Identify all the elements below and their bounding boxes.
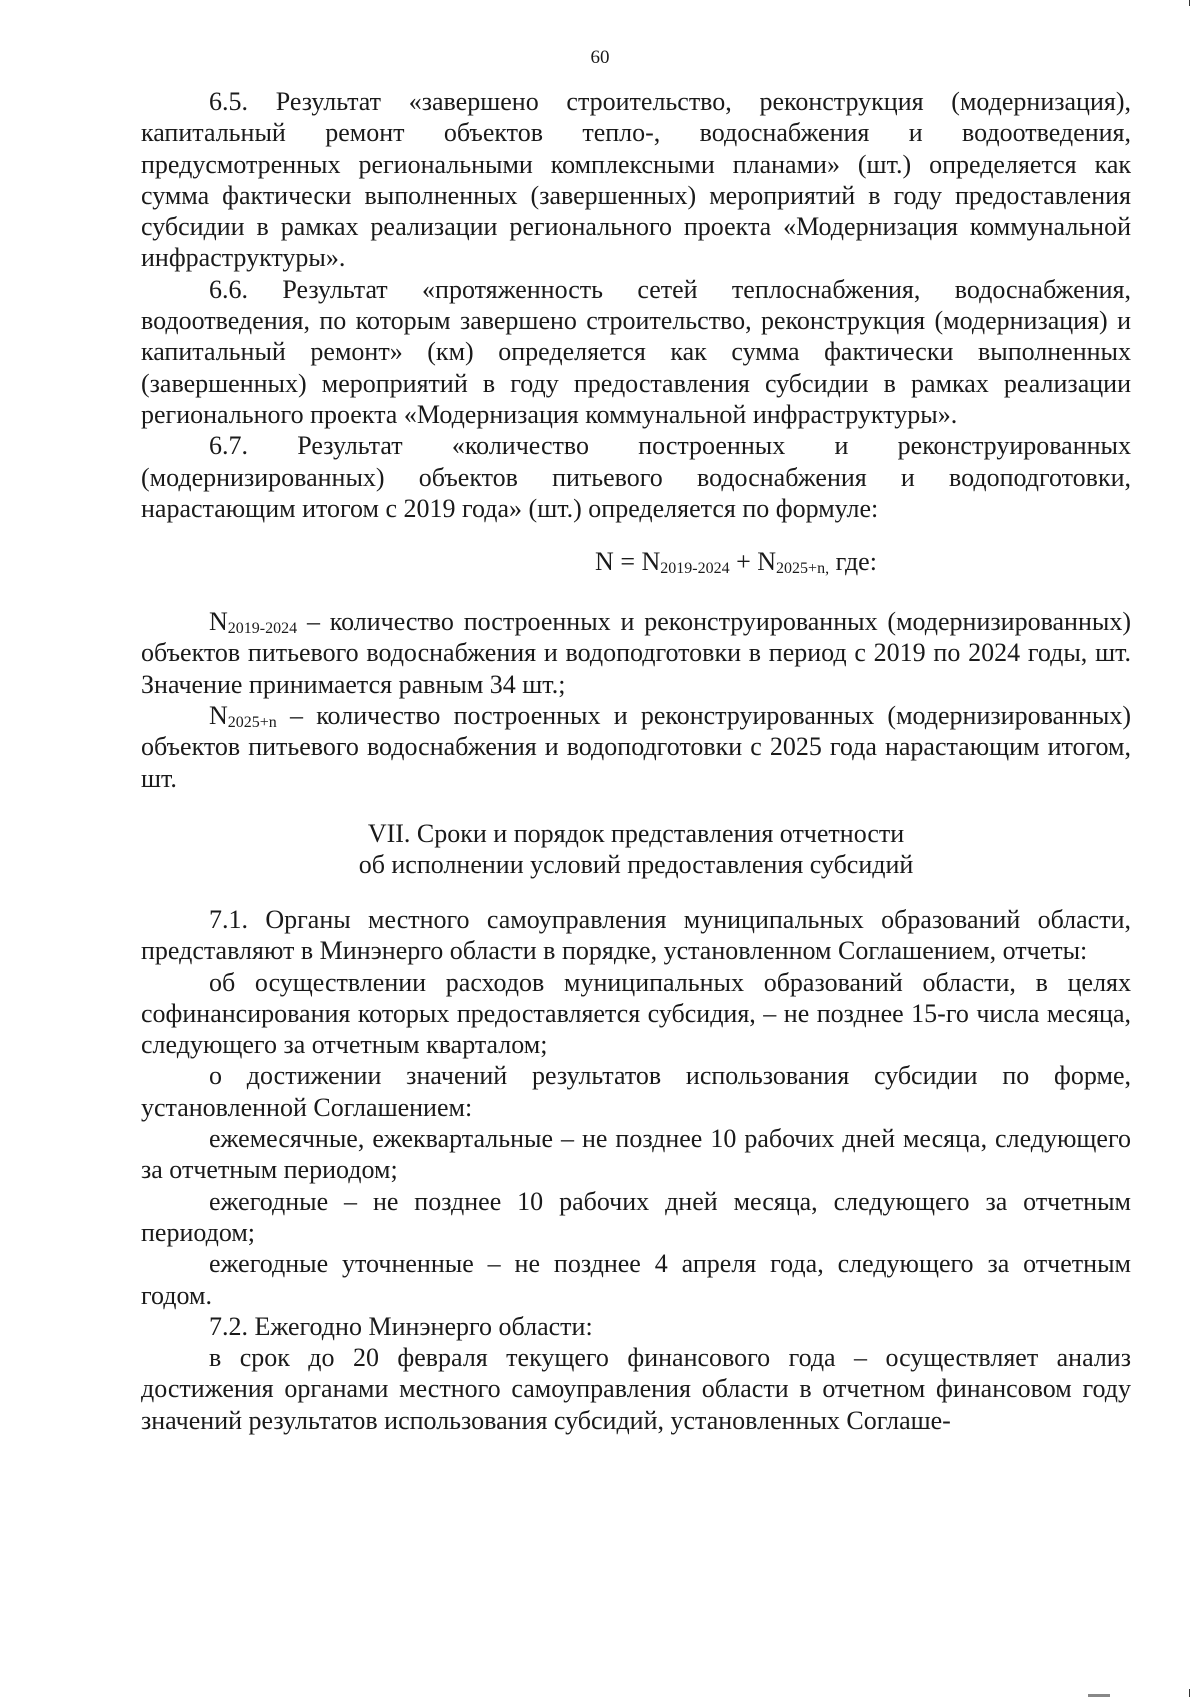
definition-n-2019-2024 [141, 606, 1131, 700]
formula [141, 546, 1131, 577]
paragraph-7-1-annual-refined: ежегодные уточненные – не позднее 4 апреля года, следующего за отчетным годом. [141, 1249, 1131, 1310]
document-body [141, 86, 1131, 1436]
page-number: 60 [590, 47, 610, 68]
paragraph-7-2: 7.2. Ежегодно Минэнерго области: [209, 1311, 593, 1341]
definition-symbol: N [209, 701, 228, 731]
paragraph-7-1-expenses: об осуществлении расходов муниципальных образований области, в целях софинансирования которых предоставляется субсидия, – не позднее 15-го числа месяца, следующего за отчетным кварталом; [141, 967, 1131, 1060]
formula-sub-2025n: 2025+n, [776, 560, 830, 578]
formula-sub-2019-2024: 2019-2024 [660, 560, 730, 578]
definition-subscript: 2025+n [227, 714, 277, 732]
paragraph-7-1-annual: ежегодные – не позднее 10 рабочих дней месяца, следующего за отчетным периодом; [141, 1186, 1131, 1247]
paragraph-6-7: 6.7. Результат «количество построенных и реконструированных (модернизированных) объектов питьевого водоснабжения и водоподготовки, нарастающим итогом с 2019 года» (шт.) определяется по формуле: [141, 431, 1131, 523]
section-heading-line-2: об исполнении условий предоставления субсидий [358, 849, 914, 879]
definition-n-2025n [141, 700, 1131, 794]
scan-edge-mark-bottom [1189, 1689, 1190, 1697]
paragraph-7-2-analysis: в срок до 20 февраля текущего финансового года – осуществляет анализ достижения органами местного самоуправления области в отчетном финансовом году значений результатов использования субсидий, установленных Соглаше- [141, 1343, 1131, 1435]
paragraph-7-1-results: о достижении значений результатов использования субсидии по форме, установленной Соглашением: [141, 1061, 1131, 1122]
paragraph-7-1-monthly: ежемесячные, ежеквартальные – не позднее 10 рабочих дней месяца, следующего за отчетным периодом; [141, 1124, 1131, 1185]
section-heading-line-1: VII. Сроки и порядок представления отчетности [367, 818, 905, 848]
scan-edge-mark-top [1189, 0, 1190, 6]
formula-lhs: N = N [595, 547, 661, 577]
formula-tail: где: [829, 547, 877, 577]
paragraph-7-1: 7.1. Органы местного самоуправления муниципальных образований области, представляют в Минэнерго области в порядке, установленном Соглашением, отчеты: [141, 904, 1131, 966]
definition-text: – количество построенных и реконструированных (модернизированных) объектов питьевого водоснабжения и водоподготовки в период с 2019 по 2024 годы, шт. Значение принимается равным 34 шт.; [141, 607, 1131, 699]
definition-symbol: N [209, 607, 228, 637]
definition-subscript: 2019-2024 [227, 620, 298, 638]
section-heading [141, 818, 1131, 880]
formula-plus: + N [729, 547, 777, 577]
definition-text: – количество построенных и реконструированных (модернизированных) объектов питьевого водоснабжения и водоподготовки с 2025 года нарастающим итогом, шт. [141, 701, 1131, 793]
paragraph-6-6: 6.6. Результат «протяженность сетей теплоснабжения, водоснабжения, водоотведения, по которым завершено строительство, реконструкция (модернизация) и капитальный ремонт» (км) определяется как сумма фактически выполненных (завершенных) мероприятий в году предоставления субсидии в рамках реализации регионального проекта «Модернизация коммунальной инфраструктуры». [141, 274, 1131, 429]
paragraph-6-5: 6.5. Результат «завершено строительство, реконструкция (модернизация), капитальный ремонт объектов тепло-, водоснабжения и водоотведения, предусмотренных региональными комплексными планами» (шт.) определяется как сумма фактически выполненных (завершенных) мероприятий в году предоставления субсидии в рамках реализации регионального проекта «Модернизация коммунальной инфраструктуры». [141, 87, 1131, 273]
